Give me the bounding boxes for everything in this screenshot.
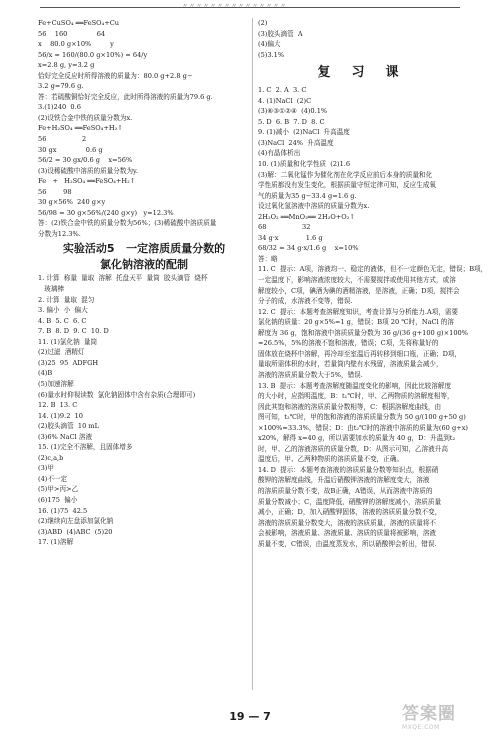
text-line: 溶液的溶质质量分数变大，溶液的溶质质量，溶液的质量将不 [258, 518, 437, 527]
text-line: (2)设铁合金中铁的质量分数为x. [38, 113, 133, 122]
left-answers-bottom [38, 273, 250, 547]
text-line: 氯化钠的质量：20 g×5%=1 g，错误；B项 20 ℃时，NaCl 的溶 [258, 318, 454, 327]
text-line: 学性质都没有发生变化，根据质量守恒定律可知，反应生成氧 [258, 181, 437, 190]
text-line: x 80.0 g×10% y [38, 40, 114, 49]
text-line: 56 2 [38, 135, 87, 144]
text-line: 16. (1)75 42.5 [38, 506, 88, 515]
watermark-logo [402, 704, 490, 740]
text-line: 1. 计算 称量 量取 溶解 托盘天平 量筒 胶头滴管 烧杯 [38, 274, 208, 283]
text-line: Fe+CuSO₄ ══FeSO₄+Cu [38, 19, 120, 27]
text-line: (4)不一定 [38, 474, 68, 483]
section-heading-line-1: 实验活动5 一定溶质质量分数的 [62, 242, 226, 256]
text-line: 答：(2)铁合金中铁的质量分数为56%；(3)稀硫酸中溶质质量 [38, 219, 217, 228]
text-line: 68/32 = 34 g·x/1.6 g x=10% [258, 244, 359, 253]
text-line: 14. (1)9.2 10 [38, 411, 83, 420]
text-line: (4)B [38, 369, 53, 378]
text-line: ×100%≈33.3%，错误；D：由t₂℃时的溶液中溶质的质量为(60 g+x) [258, 423, 468, 432]
text-line: 解度较小，C项，碘酒为碘的酒精溶液，是溶液，正确；D项，搅拌会 [258, 286, 460, 295]
text-line: (3)胶头滴管 A [258, 29, 303, 38]
text-line: 酸钾的溶解度曲线，升温后硝酸钾溶液的溶解度变大，溶液 [258, 476, 430, 485]
page-number: 19 — 7 [229, 710, 271, 723]
text-line: 图可知，t₂℃时，甲的饱和溶液的溶质质量分数为 50 g/(100 g+50 g) [258, 413, 466, 422]
text-line: (3)NaCl 24% 升高温度 [258, 138, 334, 147]
text-line: 减小，正确；D，加入硝酸钾固体，溶液的溶质质量分数不变， [258, 508, 442, 517]
text-line: 玻璃棒 [38, 285, 65, 294]
text-line: 的溶质质量分数不变，故B正确，A错误，从而溶液中溶质的 [258, 486, 433, 495]
text-line: 1. C 2. A 3. C [258, 86, 307, 95]
text-line: 设过氧化氢溶液中溶质的质量分数为x. [258, 202, 370, 211]
text-line: 4. B 5. C 6. C [38, 316, 87, 325]
text-line: 一定温度下，影响溶液浓度较大，不需要搅拌或使用其他方式，或溶 [258, 276, 456, 285]
text-line: (3)甲 [38, 464, 54, 473]
text-line: 3. 偏小 小 偏大 [38, 306, 88, 315]
text-line: (2)c,a,b [38, 453, 64, 462]
text-line: x20%，解得 x=40 g，所以需要加水的质量为 40 g，D：升温到t₂ [258, 434, 456, 443]
text-line: (3)解：二氧化锰作为催化剂在化学反应前后本身的质量和化 [258, 170, 433, 179]
text-line: (3)6% NaCl 溶液 [38, 432, 93, 441]
text-line: 会被影响，溶液质量、溶液质量、溶质的质量将被影响，溶液 [258, 529, 437, 538]
text-line: 17. (1)溶解 [38, 538, 74, 547]
review-heading: 复 习 课 [317, 65, 403, 81]
right-answers-top [258, 18, 462, 60]
text-line: 12. B 13. C [38, 401, 78, 410]
text-line: 3.2 g=79.6 g. [38, 82, 84, 91]
text-line: 12. C 提示：本题考查溶解度知识，考查计算与分析能力.A项，需要 [258, 307, 459, 316]
text-line: (3)⑥③①②④ (4)0.1% [258, 107, 328, 116]
text-line: Fe + H₂SO₄ ══FeSO₄+H₂↑ [38, 177, 136, 186]
text-line: 量取所需体积的水时，若量筒内壁有水残留，溶液质量会减少， [258, 360, 443, 369]
text-line: ≈26.5%，5%的溶液不饱和溶液，错误；C项，先将称量好的 [258, 339, 439, 348]
text-line: 溶液的溶质质量分数大于5%，错误. [258, 370, 363, 379]
text-line: 56/x = 160/(80.0 g×10%) = 64/y [38, 50, 148, 59]
text-line: (6)175 偏小 [38, 495, 78, 504]
text-line: 9. (1)减小 (2)NaCl 升高温度 [258, 128, 350, 137]
text-line: (2)过滤 酒精灯 [38, 348, 85, 357]
text-line: (3)ABD (4)ABC (5)20 [38, 527, 113, 536]
text-line: (4)偏大 [258, 40, 281, 49]
text-line: 14. D 提示：本题考查溶液的溶质质量分数等知识点，根据硝 [258, 465, 439, 474]
text-line: 时，甲、乙的溶液溶质的质量分数，D：从图示可知，乙溶液升高 [258, 444, 448, 453]
text-line: 的大小时，应指明温度，B：t₁℃时，甲、乙两物质的溶解度相等， [258, 392, 454, 401]
text-line: (5)3.1% [258, 50, 285, 59]
text-line: 质量不变，C错误，由温度蒸发水，所以硝酸钾会析出，错误. [258, 539, 437, 548]
left-column [38, 18, 250, 548]
text-line: 56 160 64 [38, 29, 106, 38]
text-line: 2. 计算 量取 混匀 [38, 295, 95, 304]
text-line: 气的质量为35 g−33.4 g=1.6 g. [258, 191, 357, 200]
column-divider [252, 18, 253, 690]
text-line: (5)甲>丙>乙 [38, 485, 79, 494]
header-mark: 〃〃〃〃〃〃〃〃〃〃〃〃〃〃〃 [182, 3, 288, 10]
text-line: 56/98 = 30 g×56%/(240 g×y) y≈12.3% [38, 208, 174, 217]
watermark-subtext: MXQE.COM [402, 724, 440, 731]
top-rule [40, 7, 460, 8]
text-line: 恰好完全反应时所得溶液的质量为：80.0 g+2.8 g− [38, 71, 193, 80]
text-line: 解度为 36 g，饱和溶液中溶质质量分数为 36 g/(36 g+100 g)×100% [258, 328, 468, 337]
text-line: 分子的成，水溶液不变等，错误. [258, 297, 353, 306]
text-line: (5)加速溶解 [38, 379, 74, 388]
text-line: 56 98 [38, 187, 72, 196]
text-line: 质量分数减小；C，温度降低，硝酸钾的溶解度减小，溶质质量 [258, 497, 442, 506]
text-line: (6)量水时仰视读数 氯化钠固体中含有杂质(合理即可) [38, 390, 196, 399]
right-answers-bottom [258, 85, 488, 549]
text-line: 答：若硫酸铜恰好完全反应，此时所得溶液的质量为79.6 g. [38, 92, 213, 101]
section-heading-line-2: 氯化钠溶液的配制 [100, 258, 188, 272]
text-line: 56/2 = 30 gx/0.6 g x=56% [38, 156, 133, 165]
text-line: 15. (1)完全不溶解，且固体增多 [38, 443, 133, 452]
text-line: (2) [258, 19, 268, 27]
text-line: 2H₂O₂ ══MnO₂══ 2H₂O+O₂↑ [258, 212, 355, 221]
text-line: 11. C 提示：A项，溶液均一、稳定的液体，但不一定颜色无定，错误；B项， [258, 265, 488, 274]
text-line: 7. B 8. D 9. C 10. D [38, 327, 109, 336]
text-line: 固体放在烧杯中溶解，再冷却至室温后再转移到细口瓶，正确；D项， [258, 349, 462, 358]
text-line: (4)有晶体析出 [258, 149, 301, 158]
text-line: 5. D 6. B 7. D 8. C [258, 117, 325, 126]
right-column [258, 18, 488, 549]
text-line: (2)胶头滴管 10 mL [38, 422, 100, 431]
text-line: 因此其饱和溶液的溶质质量分数相等，C：根据溶解度曲线，由 [258, 402, 442, 411]
left-answers-top [38, 18, 250, 239]
text-line: 3.(1)240 0.6 [38, 103, 81, 112]
text-line: 68 32 [258, 223, 311, 232]
text-line: (2)继续向左盘添加氯化钠 [38, 517, 114, 526]
text-line: 13. B 提示：本题考查溶解度随温度变化的影响，因此比较溶解度 [258, 381, 452, 390]
text-line: 30 g×56% 240 g×y [38, 198, 106, 207]
text-line: 34 g·x 1.6 g [258, 233, 323, 242]
text-line: 分数为12.3%. [38, 229, 81, 238]
text-line: (3)25 95 ADFGH [38, 358, 99, 367]
text-line: 30 gx 0.6 g [38, 145, 103, 154]
text-line: Fe+H₂SO₄ ══FeSO₄+H₂↑ [38, 124, 123, 133]
text-line: 11. (1)氯化钠 量筒 [38, 337, 98, 346]
watermark-text: 答案圈 [402, 704, 456, 724]
text-line: 温度后，甲、乙两种物质的溶质质量不变，正确。 [258, 455, 404, 464]
text-line: 答：略 [258, 254, 278, 263]
text-line: x=2.8 g, y=3.2 g [38, 61, 95, 70]
text-line: 10. (1)质量和化学性质 (2)1.6 [258, 160, 351, 169]
text-line: (3)设稀硫酸中溶质的质量分数为y. [38, 166, 139, 175]
text-line: 4. (1)NaCl (2)C [258, 96, 312, 105]
